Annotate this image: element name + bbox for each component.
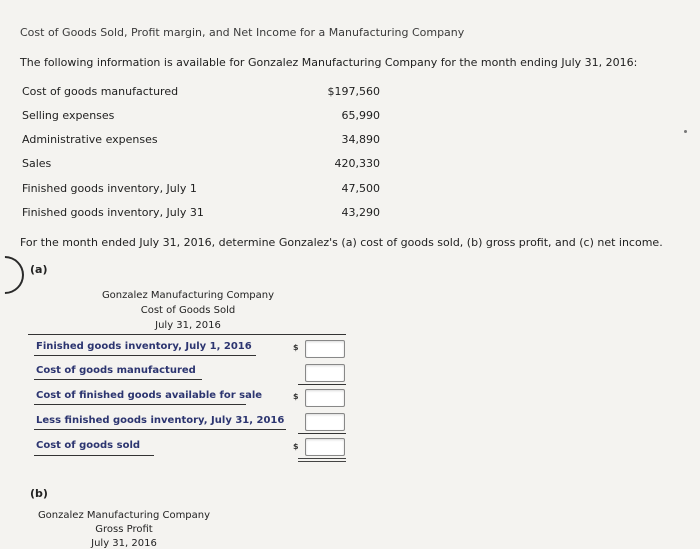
info-label-administrative-expenses: Administrative expenses bbox=[22, 133, 158, 146]
info-label-finished-goods-july-1: Finished goods inventory, July 1 bbox=[22, 182, 197, 195]
total-double-rule-bottom bbox=[298, 461, 346, 462]
info-label-cost-of-goods-manufactured: Cost of goods manufactured bbox=[22, 85, 179, 98]
subtotal-rule bbox=[298, 384, 346, 385]
part-a-company: Gonzalez Manufacturing Company bbox=[101, 290, 275, 301]
row-5-dollar-sign: $ bbox=[293, 442, 299, 451]
cost-of-goods-manufactured-input[interactable] bbox=[305, 364, 345, 382]
row-underline bbox=[34, 429, 286, 430]
row-cost-of-goods-sold: Cost of goods sold bbox=[36, 440, 141, 451]
part-b-label: (b) bbox=[30, 487, 48, 500]
row-cost-of-goods-manufactured: Cost of goods manufactured bbox=[36, 365, 196, 376]
page-title: Cost of Goods Sold, Profit margin, and Net Income for a Manufacturing Company bbox=[20, 26, 465, 39]
row-finished-goods-july-1: Finished goods inventory, July 1, 2016 bbox=[36, 341, 252, 352]
part-a-statement-title: Cost of Goods Sold bbox=[140, 305, 236, 316]
row-1-dollar-sign: $ bbox=[293, 343, 299, 352]
part-b-company: Gonzalez Manufacturing Company bbox=[37, 510, 211, 521]
row-underline bbox=[34, 455, 154, 456]
total-double-rule-top bbox=[298, 458, 346, 459]
info-value-cost-of-goods-manufactured: $197,560 bbox=[327, 85, 380, 98]
row-less-finished-goods-july-31: Less finished goods inventory, July 31, 2016 bbox=[36, 415, 285, 426]
part-b-date: July 31, 2016 bbox=[91, 538, 157, 549]
cost-finished-goods-available-input[interactable] bbox=[305, 389, 345, 407]
intro-text: The following information is available for Gonzalez Manufacturing Company for the month ending July 31, 2016: bbox=[20, 56, 638, 69]
row-3-dollar-sign: $ bbox=[293, 392, 299, 401]
info-value-administrative-expenses: 34,890 bbox=[341, 133, 380, 146]
info-label-finished-goods-july-31: Finished goods inventory, July 31 bbox=[22, 206, 204, 219]
question-text: For the month ended July 31, 2016, determine Gonzalez's (a) cost of goods sold, (b) gross profit, and (c) net income. bbox=[20, 236, 663, 249]
part-a-label: (a) bbox=[30, 263, 48, 276]
info-value-sales: 420,330 bbox=[334, 157, 380, 170]
row-underline bbox=[34, 379, 202, 380]
row-underline bbox=[34, 404, 246, 405]
info-label-selling-expenses: Selling expenses bbox=[22, 109, 115, 122]
info-value-selling-expenses: 65,990 bbox=[341, 109, 380, 122]
dot-marker bbox=[684, 130, 687, 133]
info-value-finished-goods-july-1: 47,500 bbox=[341, 182, 380, 195]
info-value-finished-goods-july-31: 43,290 bbox=[341, 206, 380, 219]
scroll-indicator-icon bbox=[0, 248, 32, 302]
cost-of-goods-sold-input[interactable] bbox=[305, 438, 345, 456]
part-b-statement-title: Gross Profit bbox=[95, 524, 153, 535]
finished-goods-july-1-input[interactable] bbox=[305, 340, 345, 358]
less-finished-goods-july-31-input[interactable] bbox=[305, 413, 345, 431]
info-label-sales: Sales bbox=[22, 157, 52, 170]
row-underline bbox=[34, 355, 256, 356]
part-a-date: July 31, 2016 bbox=[155, 320, 221, 331]
row-cost-finished-goods-available: Cost of finished goods available for sale bbox=[36, 390, 263, 401]
header-rule bbox=[28, 334, 346, 335]
subtotal-rule bbox=[298, 433, 346, 434]
